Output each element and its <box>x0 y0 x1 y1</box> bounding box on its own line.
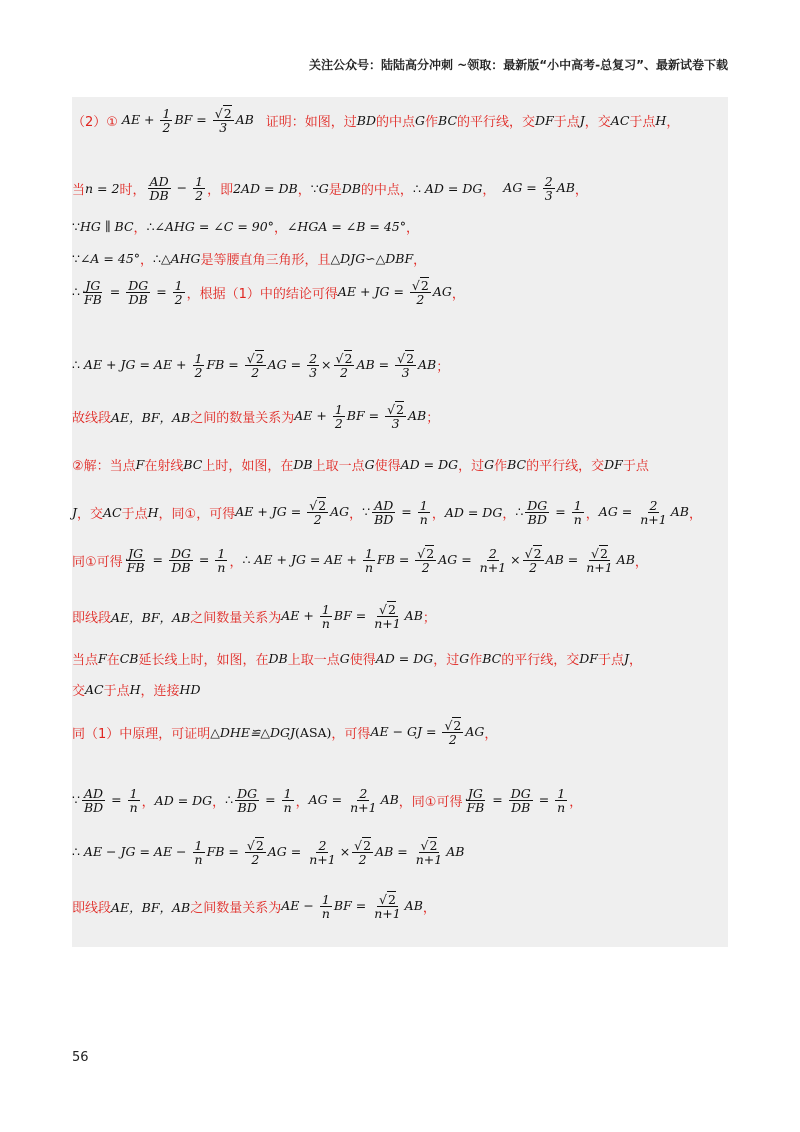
solution-line-18: 即线段 AE，BF，AB 之间数量关系为 AE − $\frac{1}{n}$ BF = $\frac{√2}{n+1}$ AB ， <box>72 892 436 922</box>
solution-line-14: 交 AC 于点 H ，连接 HD <box>72 682 201 699</box>
solution-line-7: 故线段 AE，BF，AB 之间的数量关系为 AE + $\frac{1}{2}$ BF = $\frac{√2}{3}$ AB ； <box>72 402 440 432</box>
solution-line-5: ∴ $\frac{JG}{FB}$ = $\frac{DG}{DB}$ = $\frac{1}{2}$ ，根据（1）中的结论可得 AE + JG = $\frac{√2}{2}$ AG ， <box>72 278 465 308</box>
solution-line-11: 同①可得 $\frac{JG}{FB}$ = $\frac{DG}{DB}$ = $\frac{1}{n}$ ， ∴ AE + JG = AE + $\frac{1}{n}$ FB = $\frac{√2}{2}$ AG = $\frac{2}{n+1}$ × $\frac{√2}{2}$ AB = $\frac{√2}{n+1}$ AB ， <box>72 546 648 576</box>
page-number: 56 <box>72 1050 89 1065</box>
solution-line-9: ②解：当点 F 在射线 BC 上时，如图，在 DB 上取一点 G 使得 AD = DG ，过 G 作 BC 的平行线，交 DF 于点 <box>72 457 649 474</box>
solution-line-1: （2）① AE + $\frac{1}{2}$ BF = $\frac{√2}{3}$ AB 证明：如图，过 BD 的中点 G 作 BC 的平行线，交 DF 于点 J ，交 AC 于点 H ， <box>72 106 680 136</box>
solution-line-3: ∵HG ∥ BC ， ∴∠AHG = ∠C = 90° ， ∠HGA = ∠B = 45° ， <box>72 219 420 236</box>
solution-line-17: ∴ AE − JG = AE − $\frac{1}{n}$ FB = $\frac{√2}{2}$ AG = $\frac{2}{n+1}$ × $\frac{√2}{2}$ AB = $\frac{√2}{n+1}$ AB <box>72 838 465 868</box>
solution-line-12: 即线段 AE，BF，AB 之间数量关系为 AE + $\frac{1}{n}$ BF = $\frac{√2}{n+1}$ AB ； <box>72 602 436 632</box>
solution-line-6: ∴ AE + JG = AE + $\frac{1}{2}$ FB = $\frac{√2}{2}$ AG = $\frac{2}{3}$ × $\frac{√2}{2}$ AB = $\frac{√2}{3}$ AB ； <box>72 351 450 381</box>
page-header: 关注公众号：陆陆高分冲刺 ~领取：最新版“小中高考-总复习”、最新试卷下载 <box>309 58 728 72</box>
solution-line-10: J ，交 AC 于点 H ，同①，可得 AE + JG = $\frac{√2}{2}$ AG ， ∵ $\frac{AD}{BD}$ = $\frac{1}{n}$ ， AD = DG ， ∴ $\frac{DG}{BD}$ = $\frac{1}{n}$ ， AG = $\frac{2}{n+1}$ AB ， <box>72 498 702 528</box>
solution-line-4: ∵∠A = 45° ， ∴△AHG 是等腰直角三角形，且 △DJG∽△DBF ， <box>72 251 427 268</box>
solution-line-2: 当 n = 2 时， $\frac{AD}{DB}$ − $\frac{1}{2}$ ，即 2AD = DB ， ∵G 是 DB 的中点， ∴ AD = DG ， AG = $\frac{2}{3}$ AB ， <box>72 174 588 204</box>
solution-line-13: 当点 F 在 CB 延长线上时，如图，在 DB 上取一点 G 使得 AD = DG ，过 G 作 BC 的平行线，交 DF 于点 J ， <box>72 651 642 668</box>
solution-line-15: 同（1）中原理，可证明 △DHE≌△DGJ(ASA) ，可得 AE − GJ = $\frac{√2}{2}$ AG ， <box>72 718 498 748</box>
solution-line-16: ∵ $\frac{AD}{BD}$ = $\frac{1}{n}$ ， AD = DG ， ∴ $\frac{DG}{BD}$ = $\frac{1}{n}$ ， AG = $\frac{2}{n+1}$ AB ， 同①可得 $\frac{JG}{FB}$ = $\frac{DG}{DB}$ = $\frac{1}{n}$ ， <box>72 786 583 816</box>
solution-box <box>72 97 728 947</box>
